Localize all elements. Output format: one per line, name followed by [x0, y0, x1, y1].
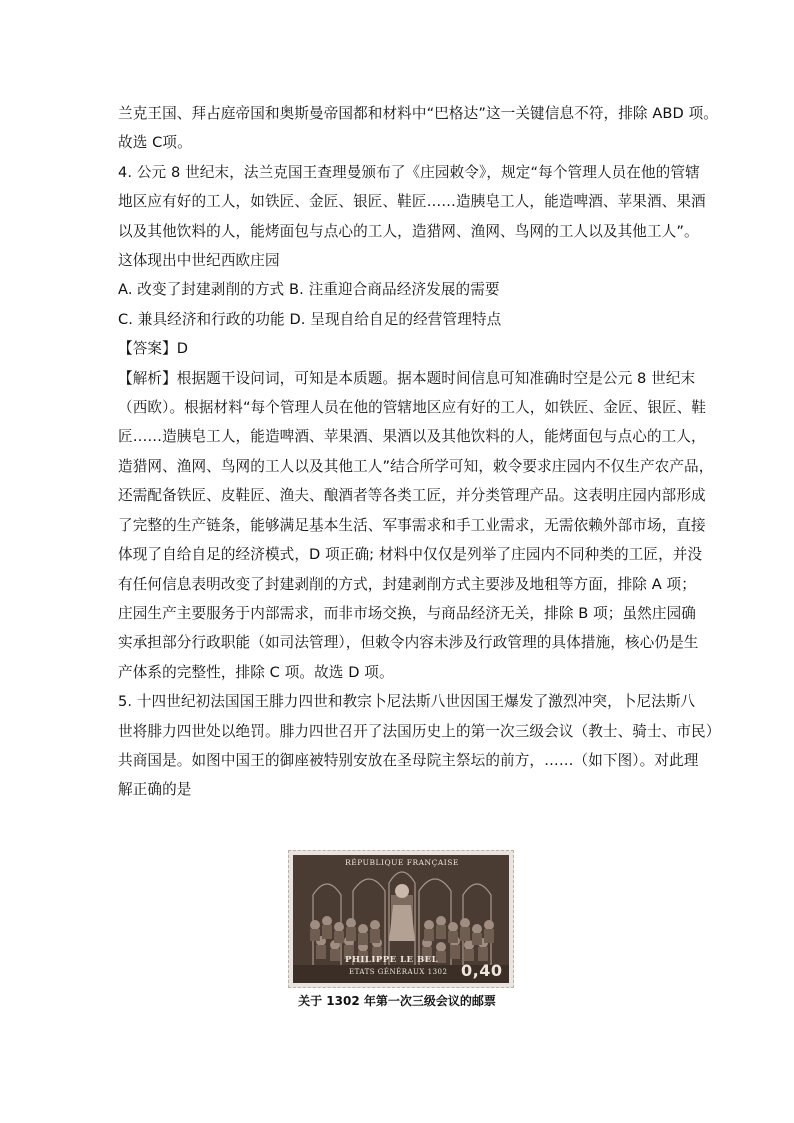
options-cd: C. 兼具经济和行政的功能 D. 呈现自给自足的经营管理特点	[118, 310, 502, 328]
text-line: 世将腓力四世处以绝罚。腓力四世召开了法国历史上的第一次三级会议（教士、骑士、市民）	[118, 722, 721, 740]
text-line: 还需配备铁匠、皮鞋匠、渔夫、酿酒者等各类工匠，并分类管理产品。这表明庄园内部形成	[118, 487, 706, 505]
text-line: 解正确的是	[118, 781, 192, 799]
stamp-image	[288, 850, 514, 988]
image-caption: 关于 1302 年第一次三级会议的邮票	[298, 994, 496, 1008]
text-line: （西欧）。根据材料“每个管理人员在他的管辖地区应有好的工人，如铁匠、金匠、银匠、鞋	[118, 399, 707, 417]
question-4-line: 4. 公元 8 世纪末，法兰克国王查理曼颁布了《庄园敕令》，规定“每个管理人员在他的管辖	[118, 163, 700, 181]
options-ab: A. 改变了封建剥削的方式 B. 注重迎合商品经济发展的需要	[118, 281, 500, 299]
stamp-top-text: RÉPUBLIQUE FRANÇAISE	[345, 858, 459, 867]
document-body	[118, 99, 721, 805]
stamp-event-text: ETATS GÉNÉRAUX 1302	[349, 968, 448, 976]
text-line: 实承担部分行政职能（如司法管理），但敕令内容未涉及行政管理的具体措施，核心仍是生	[118, 634, 699, 652]
text-line: 以及其他饮料的人，能烤面包与点心的工人，造猎网、渔网、鸟网的工人以及其他工人”。	[118, 222, 699, 240]
text-line: 匠……造胰皂工人，能造啤酒、苹果酒、果酒以及其他饮料的人，能烤面包与点心的工人，	[118, 428, 706, 446]
stamp-artwork	[293, 855, 509, 983]
text-line: 产体系的完整性，排除 C 项。故选 D 项。	[118, 663, 394, 681]
text-line: 共商国是。如图中国王的御座被特别安放在圣母院主祭坛的前方，……（如下图）。对此理	[118, 751, 699, 769]
text-line: 体现了自给自足的经济模式，D 项正确; 材料中仅仅是列举了庄园内不同种类的工匠，并没	[118, 546, 703, 564]
text-line: 庄园生产主要服务于内部需求，而非市场交换，与商品经济无关，排除 B 项；虽然庄园确	[118, 604, 696, 622]
text-line: 造猎网、渔网、鸟网的工人以及其他工人”结合所学可知，敕令要求庄园内不仅生产农产品，	[118, 457, 714, 475]
text-line: 这体现出中世纪西欧庄园	[118, 252, 280, 270]
text-line: 兰克王国、拜占庭帝国和奥斯曼帝国都和材料中“巴格达”这一关键信息不符，排除 ABD 项。	[118, 105, 719, 122]
stamp-name-text: PHILIPPE LE BEL	[345, 955, 439, 965]
stamp-frame	[288, 850, 514, 988]
text-line: 地区应有好的工人，如铁匠、金匠、银匠、鞋匠……造胰皂工人，能造啤酒、苹果酒、果酒	[118, 193, 706, 211]
text-line: 有任何信息表明改变了封建剥削的方式，封建剥削方式主要涉及地租等方面，排除 A 项；	[118, 575, 696, 593]
question-5-line: 5. 十四世纪初法国国王腓力四世和教宗卜尼法斯八世因国王爆发了激烈冲突，卜尼法斯八	[118, 693, 696, 711]
text-line: 故选 C项。	[118, 134, 192, 152]
text-line: 了完整的生产链条，能够满足基本生活、军事需求和手工业需求，无需依赖外部市场，直接	[118, 516, 706, 534]
stamp-value-text: 0,40	[461, 961, 503, 980]
analysis-line: 【解析】根据题干设问词，可知是本质题。据本题时间信息可知准确时空是公元 8 世纪末	[118, 369, 696, 387]
answer-line: 【答案】D	[118, 340, 189, 358]
